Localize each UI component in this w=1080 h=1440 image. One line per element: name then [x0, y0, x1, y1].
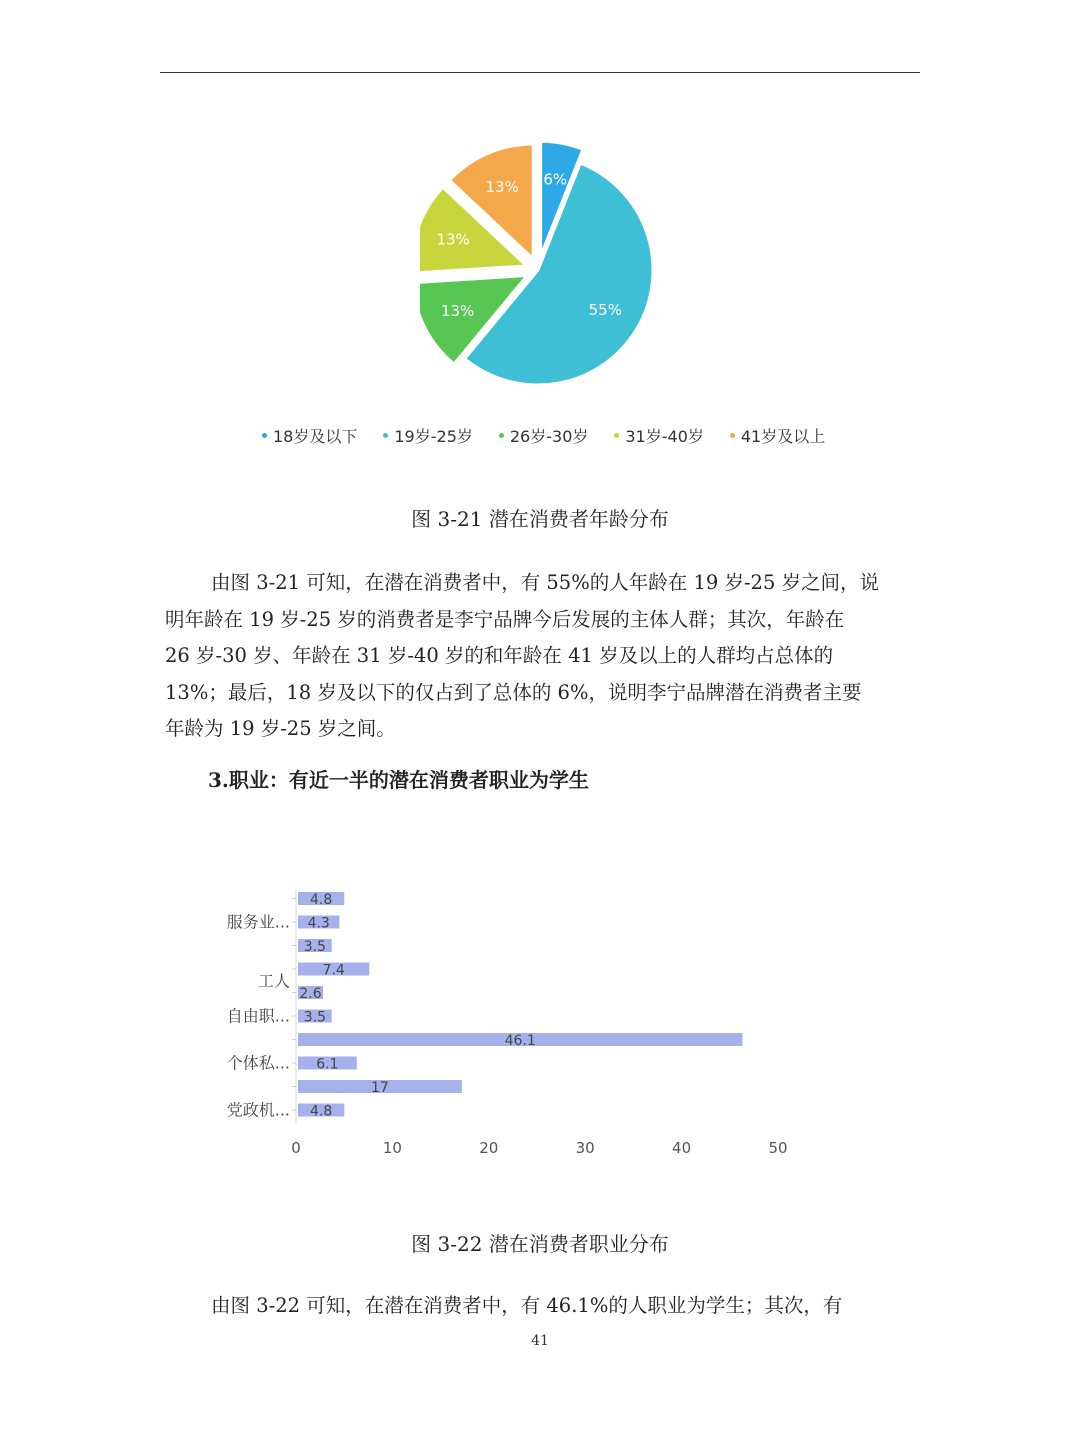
- bar-value-label: 46.1: [504, 1033, 536, 1049]
- bar-value-label: 3.5: [303, 1009, 327, 1026]
- paragraph-line: 明年龄在 19 岁-25 岁的消费者是李宁品牌今后发展的主体人群；其次，年龄在: [165, 607, 845, 631]
- paragraph-line: 由图 3-22 可知，在潜在消费者中，有 46.1%的人职业为学生；其次，有: [211, 1294, 843, 1317]
- legend-item: [383, 424, 473, 447]
- bar-value-label: 17: [371, 1080, 389, 1096]
- legend-label: 26岁-30岁: [509, 427, 589, 446]
- pie-legend: [262, 424, 862, 447]
- pie-slice-label: 55%: [588, 300, 622, 319]
- legend-item: [730, 424, 825, 447]
- legend-marker: [499, 433, 504, 438]
- x-tick-label: 30: [575, 1139, 595, 1157]
- section-heading: 3.职业：有近一半的潜在消费者职业为学生: [208, 768, 589, 792]
- bar-value-label: 6.1: [316, 1056, 339, 1073]
- category-label: 个体私...: [226, 1053, 290, 1073]
- bar-value-label: 2.6: [299, 986, 322, 1002]
- header-rule: [160, 72, 920, 73]
- paragraph-line: 13%；最后，18 岁及以下的仅占到了总体的 6%，说明李宁品牌潜在消费者主要: [165, 680, 862, 704]
- pie-slice-label: 13%: [440, 301, 475, 320]
- legend-item: [262, 424, 357, 447]
- pie-slice-label: 13%: [436, 230, 470, 249]
- x-tick-label: 50: [768, 1139, 788, 1157]
- pie-slice-label: 13%: [485, 178, 519, 197]
- legend-marker: [383, 433, 388, 438]
- page-number: 41: [531, 1333, 549, 1349]
- legend-marker: [730, 433, 735, 438]
- bar-value-label: 4.8: [310, 1103, 333, 1120]
- legend-marker: [262, 433, 267, 438]
- legend-marker: [614, 433, 619, 438]
- x-tick-label: 20: [479, 1139, 499, 1157]
- x-tick-label: 0: [291, 1139, 301, 1157]
- age-pie-chart: [420, 140, 680, 400]
- legend-item: [614, 424, 704, 447]
- bar-value-label: 3.5: [303, 939, 327, 955]
- category-label: 工人: [257, 971, 290, 991]
- x-tick-label: 10: [382, 1139, 402, 1157]
- legend-label: 19岁-25岁: [394, 427, 473, 446]
- paragraph-line: 26 岁-30 岁、年龄在 31 岁-40 岁的和年龄在 41 岁及以上的人群均占总体的: [165, 644, 834, 667]
- bar-value-label: 4.3: [307, 915, 330, 932]
- paragraph-line: 由图 3-21 可知，在潜在消费者中，有 55%的人年龄在 19 岁-25 岁之间，说: [211, 571, 880, 594]
- legend-item: [499, 424, 589, 447]
- legend-label: 41岁及以上: [740, 427, 826, 446]
- x-tick-label: 40: [672, 1139, 692, 1157]
- bar-value-label: 4.8: [310, 892, 333, 908]
- category-label: 党政机...: [226, 1100, 290, 1120]
- paragraph-occupation-analysis: [165, 1288, 920, 1325]
- legend-label: 18岁及以下: [273, 427, 358, 446]
- paragraph-line: 年龄为 19 岁-25 岁之间。: [165, 717, 396, 740]
- paragraph-age-analysis: [165, 565, 920, 748]
- category-label: 服务业...: [226, 912, 290, 932]
- pie-slice-label: 6%: [543, 170, 568, 189]
- bar-value-label: 7.4: [322, 962, 345, 979]
- figure-caption-3-22: 图 3-22 潜在消费者职业分布: [411, 1232, 669, 1256]
- figure-caption-3-21: 图 3-21 潜在消费者年龄分布: [411, 507, 669, 531]
- occupation-bar-chart: [200, 870, 840, 1170]
- category-label: 自由职...: [226, 1006, 290, 1026]
- legend-label: 31岁-40岁: [625, 427, 704, 446]
